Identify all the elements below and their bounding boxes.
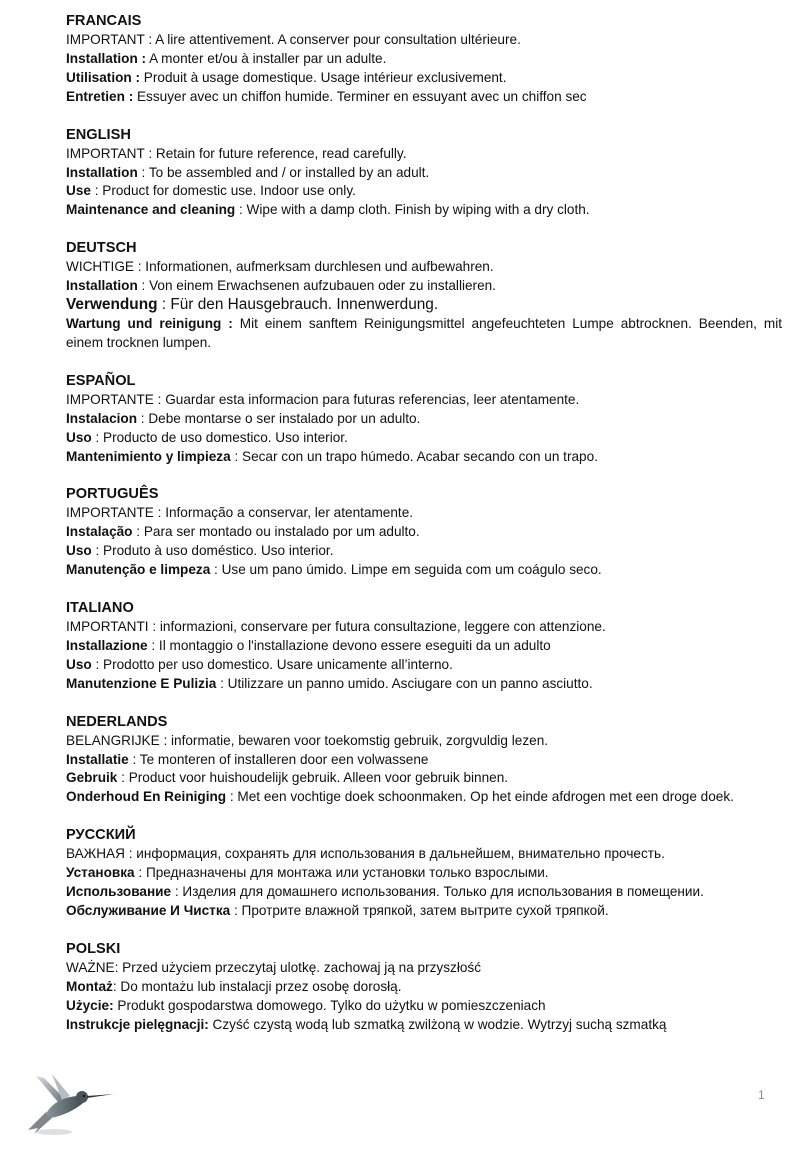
instruction-text: IMPORTANT : Retain for future reference, read carefully.	[66, 145, 407, 161]
language-section	[66, 485, 782, 580]
instruction-text: IMPORTANTI : informazioni, conservare per futura consultazione, leggere con attenzione.	[66, 619, 606, 635]
instruction-text: : Met een vochtige doek schoonmaken. Op het einde afdrogen met een droge doek.	[226, 789, 734, 805]
instruction-label: Onderhoud En Reiniging	[66, 789, 227, 805]
instruction-line	[66, 618, 782, 637]
instruction-label: Использование	[66, 884, 172, 900]
instruction-label: Verwendung	[66, 296, 158, 314]
instruction-text: WAŻNE: Przed użyciem przeczytaj ulotkę. zachowaj ją na przyszłość	[66, 959, 482, 975]
instruction-label: Instalacion	[66, 410, 138, 426]
instruction-label: Обслуживание И Чистка	[66, 903, 231, 918]
instruction-line	[66, 523, 782, 542]
instruction-text: WICHTIGE : Informationen, aufmerksam durchlesen und aufbewahren.	[66, 259, 494, 275]
instruction-line	[66, 997, 782, 1016]
instruction-line	[66, 864, 782, 883]
instruction-line	[66, 69, 782, 88]
instruction-label: Uso	[66, 429, 92, 445]
instruction-line	[66, 296, 782, 315]
instruction-line	[66, 182, 782, 201]
instruction-label: Manutenção e limpeza	[66, 562, 211, 578]
instruction-line	[66, 845, 782, 864]
instruction-line	[66, 637, 782, 656]
language-section	[66, 126, 782, 221]
instruction-line	[66, 410, 782, 429]
section-heading: DEUTSCH	[66, 240, 137, 257]
instruction-label: Installation	[66, 278, 138, 294]
instruction-text: ВАЖНАЯ : информация, сохранять для использования в дальнейшем, внимательно прочесть.	[66, 846, 665, 862]
instruction-text: : Para ser montado ou instalado por um adulto.	[132, 524, 420, 540]
instruction-label: Uso	[66, 543, 92, 559]
instruction-text: IMPORTANT : A lire attentivement. A conserver pour consultation ultérieure.	[66, 32, 521, 47]
instruction-text: IMPORTANTE : Guardar esta informacion para futuras referencias, leer atentamente.	[66, 391, 580, 407]
instruction-line	[66, 315, 782, 353]
instruction-label: Użycie:	[66, 997, 114, 1013]
instruction-text: : Debe montarse o ser instalado por un adulto.	[137, 410, 421, 426]
section-heading: PORTUGUÊS	[66, 486, 159, 503]
instruction-text: : Product voor huishoudelijk gebruik. Alleen voor gebruik binnen.	[117, 770, 509, 786]
instruction-label: Montaż	[66, 978, 113, 994]
instruction-line	[66, 145, 782, 164]
instruction-line	[66, 959, 782, 978]
instruction-text: : Prodotto per uso domestico. Usare unicamente all’interno.	[91, 656, 453, 672]
instruction-line	[66, 883, 782, 902]
instruction-text: : Il montaggio o l'installazione devono essere eseguiti da un adulto	[147, 637, 551, 653]
instruction-label: Use	[66, 183, 91, 199]
section-heading: POLSKI	[66, 940, 121, 957]
instruction-text: : Изделия для домашнего использования. Только для использования в помещении.	[171, 884, 704, 900]
instruction-line	[66, 164, 782, 183]
hummingbird-icon	[24, 1072, 116, 1138]
instruction-label: Gebruik	[66, 770, 118, 786]
instruction-text: : To be assembled and / or installed by an adult.	[137, 164, 430, 180]
instruction-line	[66, 751, 782, 770]
instruction-line	[66, 902, 782, 921]
language-section	[66, 372, 782, 467]
instruction-label: Manutenzione E Pulizia	[66, 675, 217, 691]
instruction-label: Uso	[66, 656, 92, 672]
instruction-label: Instalação	[66, 524, 133, 540]
instruction-line	[66, 31, 782, 50]
instruction-line	[66, 504, 782, 523]
instruction-line	[66, 542, 782, 561]
instruction-line	[66, 675, 782, 694]
instruction-label: Maintenance and cleaning	[66, 202, 236, 218]
instruction-label: Installation	[66, 164, 138, 180]
instruction-text: Essuyer avec un chiffon humide. Terminer en essuyant avec un chiffon sec	[133, 88, 587, 104]
instruction-text: : Für den Hausgebrauch. Innenwerdung.	[157, 296, 439, 314]
instruction-line	[66, 769, 782, 788]
instructions-document	[66, 12, 782, 1054]
instruction-text: Czyść czystą wodą lub szmatką zwilżoną w wodzie. Wytrzyj suchą szmatką	[208, 1016, 667, 1032]
language-section	[66, 940, 782, 1035]
instruction-line	[66, 391, 782, 410]
instruction-text: Produit à usage domestique. Usage intérieur exclusivement.	[140, 69, 507, 85]
instruction-line	[66, 732, 782, 751]
instruction-line	[66, 258, 782, 277]
instruction-text: : Von einem Erwachsenen aufzubauen oder zu installieren.	[137, 278, 496, 294]
instruction-text: IMPORTANTE : Informação a conservar, ler atentamente.	[66, 505, 414, 521]
instruction-text: : Use um pano úmido. Limpe em seguida com um coágulo seco.	[210, 562, 602, 578]
instruction-line	[66, 277, 782, 296]
instruction-text: : Wipe with a damp cloth. Finish by wiping with a dry cloth.	[235, 202, 590, 218]
instruction-text: : Producto de uso domestico. Uso interior.	[91, 429, 348, 445]
instruction-label: Instrukcje pielęgnacji:	[66, 1016, 209, 1032]
instruction-text: A monter et/ou à installer par un adulte.	[146, 50, 387, 66]
instruction-text: : Produto à uso doméstico. Uso interior.	[91, 543, 334, 559]
language-section	[66, 599, 782, 694]
instruction-text: Produkt gospodarstwa domowego. Tylko do użytku w pomieszczeniach	[113, 997, 546, 1013]
instruction-line	[66, 788, 782, 807]
instruction-text: : Протрите влажной тряпкой, затем вытрите сухой тряпкой.	[230, 903, 609, 918]
instruction-line	[66, 201, 782, 220]
instruction-text: : Product for domestic use. Indoor use only.	[90, 183, 356, 199]
instruction-line	[66, 1016, 782, 1035]
instruction-line	[66, 50, 782, 69]
instruction-line	[66, 429, 782, 448]
instruction-text: : Предназначены для монтажа или установки только взрослыми.	[134, 865, 549, 881]
instruction-line	[66, 561, 782, 580]
instruction-label: Mantenimiento y limpieza	[66, 448, 231, 464]
section-heading: ESPAÑOL	[66, 372, 136, 389]
instruction-text: Mit einem sanftem Reinigungsmittel angefeuchteten Lumpe abtrocknen. Beenden, mit einem trocknen lumpen.	[66, 315, 783, 350]
section-heading: ITALIANO	[66, 600, 134, 617]
section-heading: NEDERLANDS	[66, 713, 168, 730]
instruction-text: : Utilizzare un panno umido. Asciugare con un panno asciutto.	[216, 675, 593, 691]
instruction-label: Wartung und reinigung :	[66, 315, 233, 331]
language-section	[66, 826, 782, 921]
instruction-text: : Do montażu lub instalacji przez osobę dorosłą.	[112, 978, 402, 994]
language-section	[66, 12, 782, 107]
section-heading: РУССКИЙ	[66, 827, 136, 844]
language-section	[66, 239, 782, 353]
instruction-label: Installation :	[66, 50, 147, 66]
instruction-text: : Te monteren of installeren door een volwassene	[128, 751, 429, 767]
instruction-label: Utilisation :	[66, 69, 141, 85]
page-number: 1	[758, 1088, 765, 1102]
instruction-line	[66, 448, 782, 467]
instruction-line	[66, 656, 782, 675]
section-heading: FRANCAIS	[66, 13, 142, 29]
instruction-line	[66, 88, 782, 107]
instruction-text: : Secar con un trapo húmedo. Acabar secando con un trapo.	[230, 448, 598, 464]
instruction-label: Установка	[66, 865, 135, 881]
language-section	[66, 713, 782, 808]
instruction-line	[66, 978, 782, 997]
instruction-label: Installatie	[66, 751, 129, 767]
instruction-label: Installazione	[66, 637, 148, 653]
instruction-label: Entretien :	[66, 88, 134, 104]
instruction-text: BELANGRIJKE : informatie, bewaren voor toekomstig gebruik, zorgvuldig lezen.	[66, 732, 549, 748]
section-heading: ENGLISH	[66, 126, 131, 143]
